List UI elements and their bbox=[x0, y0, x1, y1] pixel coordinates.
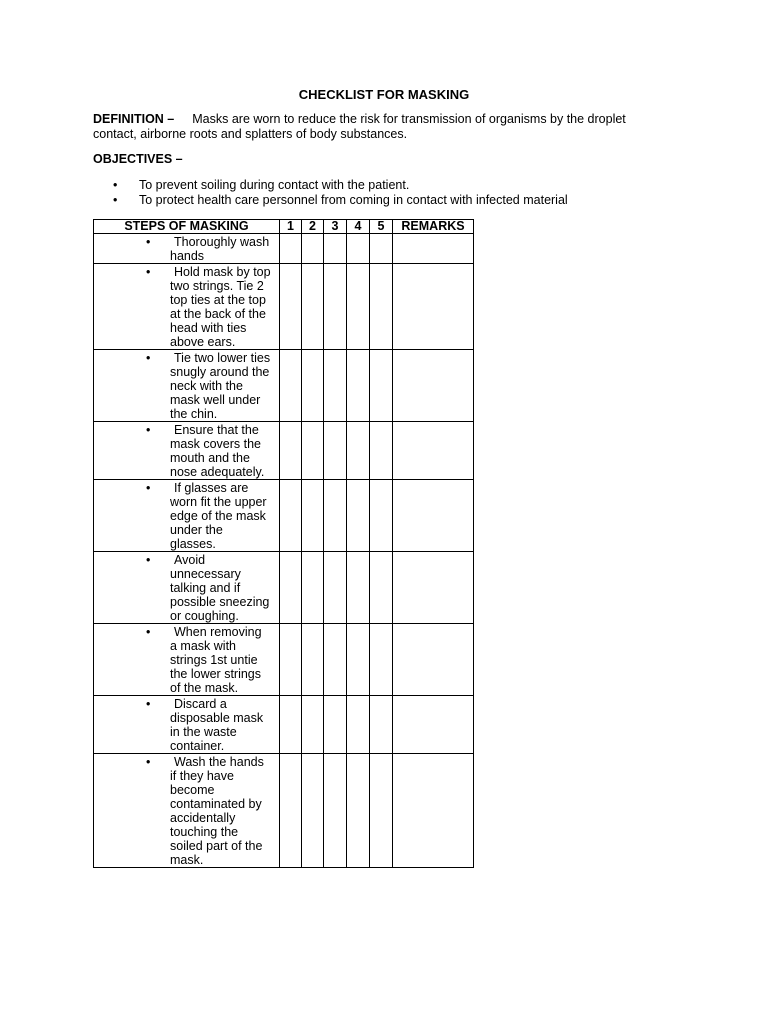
header-score-4: 4 bbox=[347, 220, 370, 234]
remarks-cell[interactable] bbox=[393, 552, 474, 624]
score-cell-5[interactable] bbox=[370, 754, 393, 868]
score-cell-5[interactable] bbox=[370, 422, 393, 480]
step-line: Avoid bbox=[174, 553, 206, 567]
score-cell-3[interactable] bbox=[324, 754, 347, 868]
step-line: the chin. bbox=[170, 407, 218, 421]
step-line: accidentally bbox=[170, 811, 236, 825]
step-line: talking and if bbox=[170, 581, 241, 595]
score-cell-4[interactable] bbox=[347, 264, 370, 350]
score-cell-5[interactable] bbox=[370, 264, 393, 350]
step-line: top ties at the top bbox=[170, 293, 266, 307]
header-score-3: 3 bbox=[324, 220, 347, 234]
score-cell-2[interactable] bbox=[302, 264, 324, 350]
step-cell bbox=[94, 234, 280, 264]
step-line: mask covers the bbox=[170, 437, 262, 451]
score-cell-2[interactable] bbox=[302, 624, 324, 696]
step-line: two strings. Tie 2 bbox=[170, 279, 264, 293]
score-cell-1[interactable] bbox=[280, 264, 302, 350]
score-cell-3[interactable] bbox=[324, 350, 347, 422]
definition-label: DEFINITION – bbox=[93, 112, 175, 126]
step-line: possible sneezing bbox=[170, 595, 270, 609]
step-line: If glasses are bbox=[174, 481, 249, 495]
step-line: mouth and the bbox=[170, 451, 250, 465]
score-cell-2[interactable] bbox=[302, 552, 324, 624]
step-line: head with ties bbox=[170, 321, 247, 335]
step-text bbox=[170, 234, 275, 263]
table-row bbox=[94, 480, 474, 552]
step-line: under the bbox=[170, 523, 223, 537]
score-cell-3[interactable] bbox=[324, 264, 347, 350]
score-cell-2[interactable] bbox=[302, 234, 324, 264]
score-cell-5[interactable] bbox=[370, 480, 393, 552]
score-cell-1[interactable] bbox=[280, 422, 302, 480]
table-row bbox=[94, 754, 474, 868]
remarks-cell[interactable] bbox=[393, 234, 474, 264]
remarks-cell[interactable] bbox=[393, 350, 474, 422]
score-cell-4[interactable] bbox=[347, 350, 370, 422]
score-cell-4[interactable] bbox=[347, 696, 370, 754]
bullet-icon: • bbox=[146, 235, 151, 249]
score-cell-2[interactable] bbox=[302, 754, 324, 868]
step-line: strings 1st untie bbox=[170, 653, 258, 667]
step-text bbox=[170, 624, 275, 695]
step-line: at the back of the bbox=[170, 307, 266, 321]
score-cell-5[interactable] bbox=[370, 552, 393, 624]
step-line: mask. bbox=[170, 853, 204, 867]
step-cell bbox=[94, 264, 280, 350]
score-cell-1[interactable] bbox=[280, 552, 302, 624]
step-line: unnecessary bbox=[170, 567, 241, 581]
step-line: the lower strings bbox=[170, 667, 262, 681]
score-cell-1[interactable] bbox=[280, 350, 302, 422]
remarks-cell[interactable] bbox=[393, 696, 474, 754]
step-line: if they have bbox=[170, 769, 234, 783]
score-cell-4[interactable] bbox=[347, 234, 370, 264]
table-row bbox=[94, 552, 474, 624]
table-row bbox=[94, 624, 474, 696]
score-cell-3[interactable] bbox=[324, 234, 347, 264]
bullet-icon: • bbox=[146, 553, 151, 567]
step-line: glasses. bbox=[170, 537, 216, 551]
step-line: a mask with bbox=[170, 639, 236, 653]
step-text bbox=[170, 696, 275, 753]
bullet-icon: • bbox=[146, 755, 151, 769]
header-score-5: 5 bbox=[370, 220, 393, 234]
score-cell-3[interactable] bbox=[324, 422, 347, 480]
step-line: contaminated by bbox=[170, 797, 262, 811]
score-cell-4[interactable] bbox=[347, 480, 370, 552]
step-cell bbox=[94, 480, 280, 552]
score-cell-1[interactable] bbox=[280, 696, 302, 754]
header-score-1: 1 bbox=[280, 220, 302, 234]
definition-text: Masks are worn to reduce the risk for transmission of organisms by the droplet contact, airborne roots and splatters of body substances. bbox=[93, 112, 626, 141]
score-cell-1[interactable] bbox=[280, 624, 302, 696]
score-cell-3[interactable] bbox=[324, 480, 347, 552]
page-title: CHECKLIST FOR MASKING bbox=[298, 87, 470, 102]
score-cell-2[interactable] bbox=[302, 422, 324, 480]
remarks-cell[interactable] bbox=[393, 624, 474, 696]
step-text bbox=[170, 422, 275, 479]
step-line: Ensure that the bbox=[174, 423, 259, 437]
step-line: worn fit the upper bbox=[170, 495, 267, 509]
bullet-icon: • bbox=[146, 481, 151, 495]
step-cell bbox=[94, 350, 280, 422]
step-line: soiled part of the bbox=[170, 839, 263, 853]
score-cell-5[interactable] bbox=[370, 350, 393, 422]
step-cell bbox=[94, 754, 280, 868]
step-line: snugly around the bbox=[170, 365, 270, 379]
table-row bbox=[94, 696, 474, 754]
table-row bbox=[94, 234, 474, 264]
step-text bbox=[170, 552, 275, 623]
step-line: mask well under bbox=[170, 393, 261, 407]
step-line: of the mask. bbox=[170, 681, 239, 695]
step-line: edge of the mask bbox=[170, 509, 266, 523]
score-cell-2[interactable] bbox=[302, 696, 324, 754]
score-cell-2[interactable] bbox=[302, 480, 324, 552]
score-cell-4[interactable] bbox=[347, 552, 370, 624]
bullet-icon: • bbox=[113, 193, 118, 207]
bullet-icon: • bbox=[146, 351, 151, 365]
step-line: in the waste bbox=[170, 725, 237, 739]
score-cell-1[interactable] bbox=[280, 480, 302, 552]
step-cell bbox=[94, 696, 280, 754]
score-cell-5[interactable] bbox=[370, 624, 393, 696]
step-line: neck with the bbox=[170, 379, 243, 393]
score-cell-4[interactable] bbox=[347, 422, 370, 480]
header-remarks: REMARKS bbox=[393, 220, 474, 234]
bullet-icon: • bbox=[146, 697, 151, 711]
step-line: Discard a bbox=[174, 697, 227, 711]
step-line: Wash the hands bbox=[174, 755, 264, 769]
score-cell-1[interactable] bbox=[280, 234, 302, 264]
header-score-2: 2 bbox=[302, 220, 324, 234]
step-line: container. bbox=[170, 739, 225, 753]
score-cell-1[interactable] bbox=[280, 754, 302, 868]
step-line: become bbox=[170, 783, 215, 797]
step-line: touching the bbox=[170, 825, 239, 839]
step-text bbox=[170, 480, 275, 551]
score-cell-5[interactable] bbox=[370, 234, 393, 264]
score-cell-3[interactable] bbox=[324, 624, 347, 696]
step-line: nose adequately. bbox=[170, 465, 265, 479]
score-cell-3[interactable] bbox=[324, 696, 347, 754]
table-row bbox=[94, 264, 474, 350]
step-line: Thoroughly wash bbox=[174, 235, 270, 249]
remarks-cell[interactable] bbox=[393, 264, 474, 350]
table-row bbox=[94, 350, 474, 422]
score-cell-3[interactable] bbox=[324, 552, 347, 624]
bullet-icon: • bbox=[113, 178, 118, 192]
header-steps: STEPS OF MASKING bbox=[94, 220, 280, 234]
table-row bbox=[94, 422, 474, 480]
step-line: Hold mask by top bbox=[174, 265, 271, 279]
step-cell bbox=[94, 422, 280, 480]
score-cell-2[interactable] bbox=[302, 350, 324, 422]
step-cell bbox=[94, 624, 280, 696]
objectives-list bbox=[113, 178, 568, 208]
remarks-cell[interactable] bbox=[393, 754, 474, 868]
step-text bbox=[170, 264, 275, 349]
step-text bbox=[170, 754, 275, 867]
step-text bbox=[170, 350, 275, 421]
score-cell-4[interactable] bbox=[347, 754, 370, 868]
masking-checklist-table bbox=[93, 219, 474, 868]
table-header-row bbox=[94, 220, 474, 234]
step-line: hands bbox=[170, 249, 205, 263]
step-line: above ears. bbox=[170, 335, 236, 349]
step-line: disposable mask bbox=[170, 711, 264, 725]
objectives-heading: OBJECTIVES – bbox=[93, 152, 183, 166]
definition-paragraph bbox=[93, 112, 653, 142]
bullet-icon: • bbox=[146, 625, 151, 639]
objective-item: • To prevent soiling during contact with the patient. bbox=[113, 178, 410, 192]
step-line: When removing bbox=[174, 625, 262, 639]
step-line: Tie two lower ties bbox=[174, 351, 271, 365]
remarks-cell[interactable] bbox=[393, 480, 474, 552]
score-cell-4[interactable] bbox=[347, 624, 370, 696]
objective-item: • To protect health care personnel from coming in contact with infected material bbox=[113, 193, 568, 207]
step-line: or coughing. bbox=[170, 609, 239, 623]
bullet-icon: • bbox=[146, 265, 151, 279]
step-cell bbox=[94, 552, 280, 624]
bullet-icon: • bbox=[146, 423, 151, 437]
remarks-cell[interactable] bbox=[393, 422, 474, 480]
score-cell-5[interactable] bbox=[370, 696, 393, 754]
